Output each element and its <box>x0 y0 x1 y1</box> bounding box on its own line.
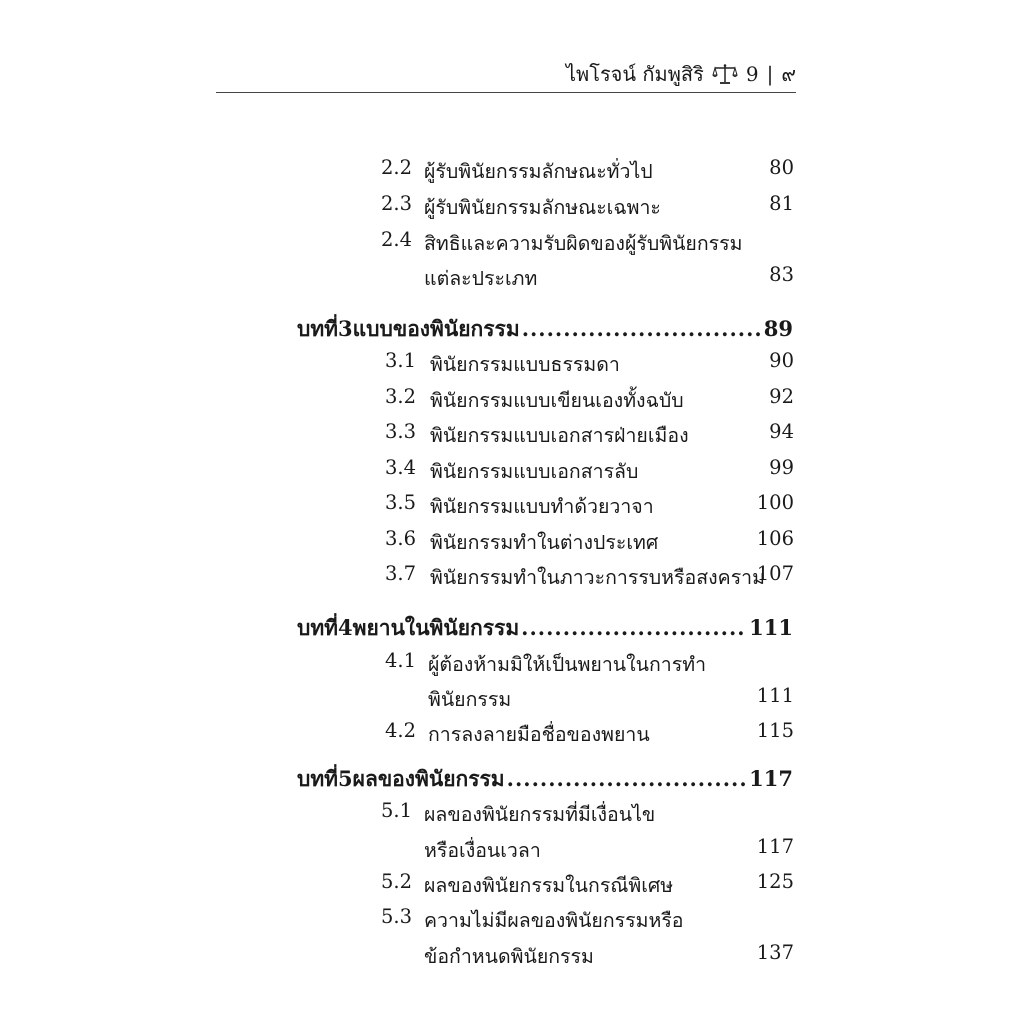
toc-item-number: 2.3 <box>380 192 412 215</box>
toc-item-number: 3.3 <box>384 420 416 443</box>
toc-item-page: 80 <box>769 156 794 179</box>
header-content <box>566 58 796 90</box>
chapter-title: แบบของพินัยกรรม <box>352 316 520 341</box>
toc-item-page: 117 <box>756 835 794 858</box>
toc-item-page: 94 <box>769 420 794 443</box>
chapter-label: บทที่ <box>297 316 339 341</box>
toc-item-page: 107 <box>756 562 794 585</box>
chapter-number: 5 <box>338 766 353 791</box>
toc-item-title: ผู้ต้องห้ามมิให้เป็นพยานในการทำ <box>428 653 707 676</box>
header-page-arabic: 9 <box>745 62 759 86</box>
toc-item-title: สิทธิและความรับผิดของผู้รับพินัยกรรม <box>424 232 743 255</box>
toc-item-title: ผู้รับพินัยกรรมลักษณะเฉพาะ <box>424 196 661 219</box>
header-page-thai: ๙ <box>781 62 796 86</box>
toc-item-page: 92 <box>769 385 794 408</box>
toc-chapter-3 <box>297 313 793 346</box>
toc-item-page: 83 <box>769 263 794 286</box>
leader-dots <box>521 615 747 640</box>
toc-item-title: ผลของพินัยกรรมในกรณีพิเศษ <box>424 874 674 897</box>
leader-dots <box>522 316 762 341</box>
toc-chapter-5 <box>297 763 793 796</box>
toc-item-page: 81 <box>769 192 794 215</box>
toc-item-title: การลงลายมือชื่อของพยาน <box>428 723 650 746</box>
toc-item-number: 4.1 <box>384 649 416 672</box>
header-author: ไพโรจน์ กัมพูสิริ <box>565 62 704 86</box>
header-separator: | <box>766 62 774 86</box>
toc-item-page: 111 <box>756 684 794 707</box>
toc-item-number: 2.2 <box>380 156 412 179</box>
toc-item-page: 125 <box>756 870 794 893</box>
toc-item-page: 99 <box>769 456 794 479</box>
running-header <box>216 52 796 93</box>
toc-item-title: พินัยกรรมแบบเอกสารลับ <box>430 460 639 483</box>
toc-item-title: พินัยกรรมแบบธรรมดา <box>430 353 620 376</box>
toc-item-number: 3.1 <box>384 349 416 372</box>
chapter-label: บทที่ <box>297 766 339 791</box>
toc-item-title: พินัยกรรมแบบทำด้วยวาจา <box>430 495 654 518</box>
toc-item-number: 2.4 <box>380 228 412 251</box>
toc-item-number: 4.2 <box>384 719 416 742</box>
chapter-label: บทที่ <box>297 615 339 640</box>
chapter-title: ผลของพินัยกรรม <box>352 766 505 791</box>
toc-item-title: พินัยกรรมแบบเอกสารฝ่ายเมือง <box>430 424 689 447</box>
toc-item-title-continued: ข้อกำหนดพินัยกรรม <box>424 945 594 968</box>
chapter-page: 89 <box>763 316 793 341</box>
toc-item-page: 137 <box>756 941 794 964</box>
toc-item-number: 3.7 <box>384 562 416 585</box>
toc-item-number: 3.5 <box>384 491 416 514</box>
toc-item-title: ผลของพินัยกรรมที่มีเงื่อนไข <box>424 803 656 826</box>
chapter-page: 111 <box>749 615 793 640</box>
toc-item-number: 5.2 <box>380 870 412 893</box>
toc-item-number: 3.4 <box>384 456 416 479</box>
leader-dots <box>507 766 748 791</box>
toc-item-title: ความไม่มีผลของพินัยกรรมหรือ <box>424 909 684 932</box>
toc-item-title-continued: พินัยกรรม <box>428 688 512 711</box>
toc-item-number: 3.6 <box>384 527 416 550</box>
toc-item-title: พินัยกรรมแบบเขียนเองทั้งฉบับ <box>430 389 684 412</box>
toc-chapter-4 <box>297 612 793 645</box>
toc-item-page: 115 <box>756 719 794 742</box>
chapter-number: 3 <box>338 316 353 341</box>
toc-item-title-continued: แต่ละประเภท <box>424 267 538 290</box>
toc-item-title-continued: หรือเงื่อนเวลา <box>424 839 541 862</box>
toc-item-number: 5.1 <box>380 799 412 822</box>
chapter-number: 4 <box>338 615 353 640</box>
toc-item-title: ผู้รับพินัยกรรมลักษณะทั่วไป <box>424 160 653 183</box>
chapter-title: พยานในพินัยกรรม <box>352 615 520 640</box>
toc-item-page: 100 <box>756 491 794 514</box>
chapter-page: 117 <box>749 766 793 791</box>
scales-of-justice-icon <box>712 63 738 85</box>
toc-item-page: 90 <box>769 349 794 372</box>
toc-item-title: พินัยกรรมทำในภาวะการรบหรือสงคราม <box>430 566 765 589</box>
toc-item-number: 5.3 <box>380 905 412 928</box>
toc-item-page: 106 <box>756 527 794 550</box>
toc-item-title: พินัยกรรมทำในต่างประเทศ <box>430 531 659 554</box>
toc-item-number: 3.2 <box>384 385 416 408</box>
